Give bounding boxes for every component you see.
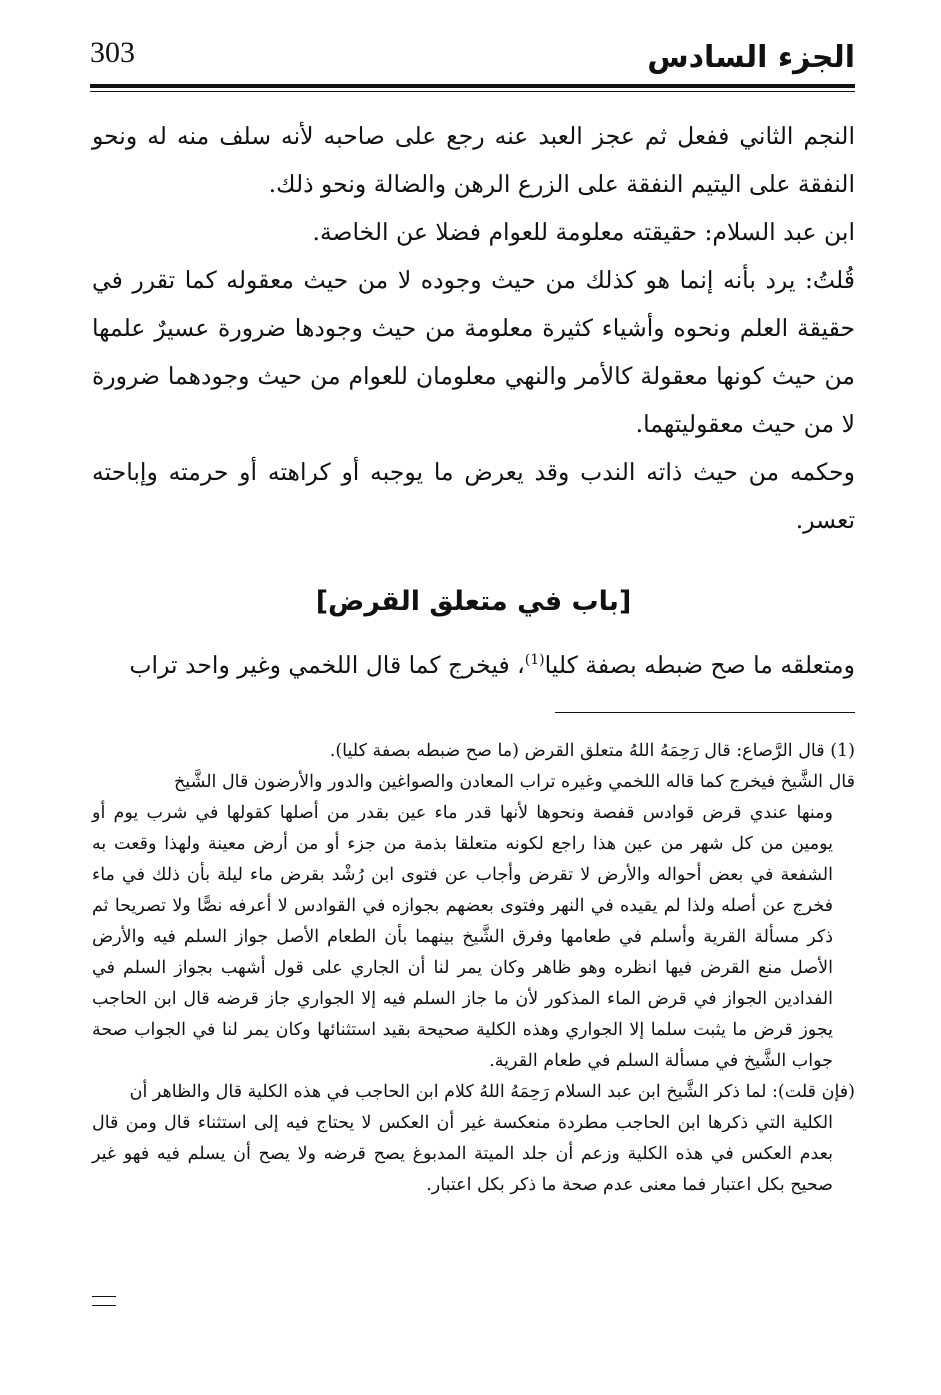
paragraph-5-start: ومتعلقه ما صح ضبطه بصفة كليا xyxy=(544,650,855,679)
paragraph-1: النجم الثاني ففعل ثم عجز العبد عنه رجع على صاحبه لأنه سلف منه له ونحو النفقة على اليتيم النفقة على الزرع الرهن والضالة ونحو ذلك. xyxy=(92,122,855,198)
page-header xyxy=(90,36,855,86)
footnote-separator xyxy=(555,712,855,713)
header-rule-thick xyxy=(90,84,855,88)
paragraph-4: وحكمه من حيث ذاته الندب وقد يعرض ما يوجبه أو كراهته أو حرمته وإباحته تعسر. xyxy=(92,458,855,534)
footnote-4: (فإن قلت): لما ذكر الشَّيخ ابن عبد السلام رَحِمَهُ اللهُ كلام ابن الحاجب في هذه الكلية قال والظاهر أن xyxy=(129,1082,855,1102)
chapter-heading: [باب في متعلق القرض] xyxy=(315,586,632,617)
main-text xyxy=(92,112,855,689)
footnote-ref: (1) xyxy=(524,652,545,668)
footnote-3: ومنها عندي قرض قوادس قفصة ونحوها لأنها قدر ماء عين بقدر من أصلها كقولها في شرب يوم أو يومين من كل شهر من عين هذا راجع لكونه متعلقا بذمة من جزء أو من أرض معينة ولهذا وقعت به الشفعة في بعض أحواله والأرض لا تقرض وأجاب عن فتوى ابن رُشْد بقرض ماء ليلة بأن ذلك في ماء فخرج عن أصله ولذا لم يقيده في النهر وفتوى بعضهم بجوازه في القوادس لا أعرفه نصًّا ولا تصريحا ثم ذكر مسألة القرية وأسلم في طعامها وفرق الشَّيخ بينهما بأن الطعام الأصل جواز السلم فيه والأرض الأصل منع القرض فيها انظره وهو ظاهر وكان يمر لنا أن الجاري على قول أشهب بجواز السلم في الفدادين الجواز في قرض الماء المذكور لأن ما جاز السلم فيه إلا الجواري جاز قرضه قال ابن الحاجب يجوز قرض ما يثبت سلما إلا الجواري وهذه الكلية صحيحة بقيد استثنائها وكان يمر لنا في الجواب صحة جواب الشَّيخ في مسألة السلم في طعام القرية. xyxy=(92,803,833,1071)
footnotes xyxy=(92,736,855,1201)
footnote-5: الكلية التي ذكرها ابن الحاجب مطردة منعكسة غير أن العكس لا يحتاج فيه إلى استثناء قال ومن قال بعدم العكس في هذه الكلية وزعم أن جلد الميتة المدبوغ يصح قرضه ولا يصح أن يسلم فيه فهو غير صحيح بكل اعتبار فما معنى عدم صحة ما ذكر بكل اعتبار. xyxy=(92,1113,833,1195)
page-number: 303 xyxy=(90,36,135,69)
paragraph-5 xyxy=(92,636,855,689)
footnote-2: قال الشَّيخ فيخرج كما قاله اللخمي وغيره تراب المعادن والصواغين والدور والأرضون قال الشَّيخ xyxy=(174,772,855,792)
end-mark xyxy=(92,1296,116,1306)
header-rule-thin xyxy=(90,91,855,92)
paragraph-3: قُلتُ: يرد بأنه إنما هو كذلك من حيث وجوده لا من حيث معقوله كما تقرر في حقيقة العلم ونحوه وأشياء كثيرة معلومة من حيث وجودها ضرورة عسيرٌ علمها من حيث كونها معقولة كالأمر والنهي معلومان للعوام من حيث وجودهما ضرورة لا من حيث معقوليتهما. xyxy=(92,266,855,438)
paragraph-2: ابن عبد السلام: حقيقته معلومة للعوام فضلا عن الخاصة. xyxy=(312,218,855,246)
running-title: الجزء السادس xyxy=(647,40,855,75)
paragraph-5-end: ، فيخرج كما قال اللخمي وغير واحد تراب xyxy=(129,650,525,679)
footnote-1: (1) قال الرَّصاع: قال رَحِمَهُ اللهُ متعلق القرض (ما صح ضبطه بصفة كليا). xyxy=(329,741,855,761)
